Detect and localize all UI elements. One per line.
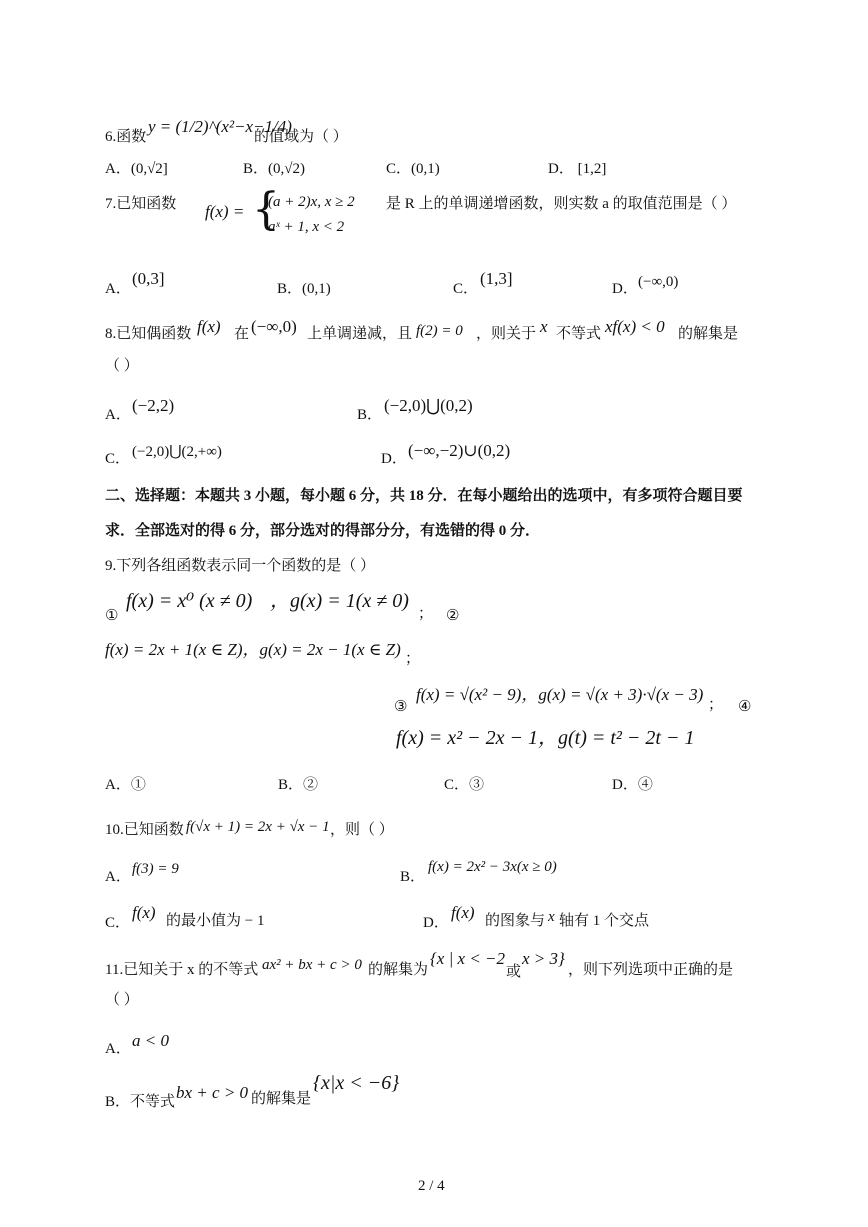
q8-text-2: 在 bbox=[234, 326, 250, 342]
q6-formula: y = (1/2)^(x²−x−1/4) bbox=[148, 117, 292, 136]
q10-option-d-text1: 的图象与 bbox=[485, 913, 546, 929]
q9-choice-1-g: ，g(x) = 1(x ≠ 0) bbox=[270, 590, 409, 612]
q10-option-d-x: x bbox=[548, 909, 555, 925]
q10-option-b-label: B． bbox=[400, 869, 426, 885]
q7-fx: f(x) = bbox=[205, 202, 245, 221]
q10-formula: f(√x + 1) = 2x + √x − 1 bbox=[186, 819, 330, 835]
q7-option-c-label: C． bbox=[453, 281, 479, 297]
q11-option-b-label: B．不等式 bbox=[105, 1094, 176, 1110]
q9-choice-4-f: f(x) = x² − 2x − 1，g(t) = t² − 2t − 1 bbox=[396, 727, 695, 749]
q6-prefix: 6.函数 bbox=[105, 129, 147, 145]
q11-set-a: {x | x < −2 bbox=[430, 949, 506, 968]
q11-prefix: 11.已知关于 x 的不等式 bbox=[105, 962, 259, 978]
q9-option-c: C．③ bbox=[444, 777, 485, 793]
q10-prefix: 10.已知函数 bbox=[105, 822, 184, 838]
q8-inequality: xf(x) < 0 bbox=[605, 317, 665, 336]
q8-text-1: 8.已知偶函数 bbox=[105, 326, 192, 342]
q9-choice-1-marker: ① bbox=[105, 608, 119, 624]
q8-option-c: (−2,0)⋃(2,+∞) bbox=[132, 444, 222, 460]
q6-suffix: 的值域为（ ） bbox=[254, 129, 348, 145]
q8-text-5: 不等式 bbox=[556, 326, 602, 342]
q7-option-c: (1,3] bbox=[480, 269, 513, 288]
q10-option-c-text: 的最小值为 − 1 bbox=[166, 913, 265, 929]
q7-case1: (a + 2)x, x ≥ 2 bbox=[268, 194, 355, 210]
q8-fx: f(x) bbox=[197, 317, 221, 336]
q8-text-4: ，则关于 bbox=[476, 326, 537, 342]
q10-option-a: f(3) = 9 bbox=[132, 861, 179, 877]
q8-paren: （ ） bbox=[105, 358, 139, 374]
q8-option-a: (−2,2) bbox=[132, 396, 175, 415]
q8-text-6: 的解集是 bbox=[678, 326, 739, 342]
q11-option-a-label: A． bbox=[105, 1041, 131, 1057]
q9-choice-3-marker: ③ bbox=[394, 699, 408, 715]
q9-option-b: B．② bbox=[278, 777, 319, 793]
q9-choice-1-end: ； bbox=[418, 606, 434, 622]
q7-option-a-label: A． bbox=[105, 281, 131, 297]
q10-option-b: f(x) = 2x² − 3x(x ≥ 0) bbox=[428, 859, 557, 875]
q7-case2: aˣ + 1, x < 2 bbox=[268, 219, 345, 235]
section2-line1: 二、选择题：本题共 3 小题，每小题 6 分，共 18 分．在每小题给出的选项中，有多项符合题目要 bbox=[105, 488, 743, 504]
q7-brace: { bbox=[252, 184, 280, 235]
q10-option-d-f: f(x) bbox=[451, 903, 475, 922]
q9-choice-2-marker: ② bbox=[446, 608, 460, 624]
q7-option-b: B．(0,1) bbox=[277, 281, 331, 297]
q9-option-a: A．① bbox=[105, 777, 146, 793]
q9-stem: 9.下列各组函数表示同一个函数的是（ ） bbox=[105, 558, 376, 574]
q11-option-b-mid: 的解集是 bbox=[251, 1091, 312, 1107]
q11-option-b-inequality: bx + c > 0 bbox=[176, 1083, 249, 1102]
q11-inequality: ax² + bx + c > 0 bbox=[262, 957, 362, 973]
q10-option-a-label: A． bbox=[105, 869, 131, 885]
q7-option-d-label: D． bbox=[612, 281, 638, 297]
q8-option-a-label: A． bbox=[105, 407, 131, 423]
q7-suffix: 是 R 上的单调递增函数，则实数 a 的取值范围是（ ） bbox=[386, 196, 737, 212]
q8-option-d-label: D． bbox=[381, 451, 407, 467]
q10-option-d-label: D． bbox=[423, 915, 449, 931]
section2-line2: 求．全部选对的得 6 分，部分选对的得部分分，有选错的得 0 分． bbox=[105, 523, 541, 539]
q9-choice-1-f: f(x) = x⁰ (x ≠ 0) bbox=[126, 590, 253, 612]
q11-option-a: a < 0 bbox=[132, 1031, 169, 1050]
q9-choice-2-end: ； bbox=[405, 651, 421, 667]
q6-option-a: A．(0,√2] bbox=[105, 161, 168, 177]
q8-condition: f(2) = 0 bbox=[416, 323, 463, 339]
q10-option-c-label: C． bbox=[105, 915, 131, 931]
q11-suffix: ，则下列选项中正确的是 bbox=[568, 962, 734, 978]
q11-paren: （ ） bbox=[105, 992, 139, 1008]
q9-choice-3-end: ； bbox=[708, 697, 724, 713]
q8-text-3: 上单调递减，且 bbox=[307, 326, 413, 342]
q8-option-b: (−2,0)⋃(0,2) bbox=[384, 396, 473, 415]
q6-option-d: D． [1,2] bbox=[548, 161, 607, 177]
q8-x: x bbox=[540, 317, 548, 336]
q11-or: 或 bbox=[506, 964, 522, 980]
q8-option-c-label: C． bbox=[105, 451, 131, 467]
q6-option-c: C．(0,1) bbox=[386, 161, 440, 177]
page-number: 2 / 4 bbox=[418, 1178, 445, 1194]
q8-option-d: (−∞,−2)∪(0,2) bbox=[408, 441, 511, 460]
q6-option-b: B．(0,√2) bbox=[243, 161, 305, 177]
q9-choice-3-f: f(x) = √(x² − 9)，g(x) = √(x + 3)·√(x − 3) bbox=[416, 685, 704, 704]
q7-option-a: (0,3] bbox=[132, 269, 165, 288]
q11-option-b-set: {x|x < −6} bbox=[313, 1072, 400, 1094]
q10-suffix: ，则（ ） bbox=[330, 822, 394, 838]
q11-mid: 的解集为 bbox=[368, 962, 429, 978]
q9-choice-4-marker: ④ bbox=[738, 699, 752, 715]
q8-interval: (−∞,0) bbox=[251, 317, 297, 336]
q11-set-b: x > 3} bbox=[522, 949, 565, 968]
q9-option-d: D．④ bbox=[612, 777, 653, 793]
q10-option-d-text2: 轴有 1 个交点 bbox=[559, 913, 650, 929]
q7-prefix: 7.已知函数 bbox=[105, 196, 177, 212]
q7-option-d: (−∞,0) bbox=[638, 274, 679, 290]
q8-option-b-label: B． bbox=[357, 407, 383, 423]
q10-option-c-f: f(x) bbox=[132, 903, 156, 922]
q9-choice-2-f: f(x) = 2x + 1(x ∈ Z)，g(x) = 2x − 1(x ∈ Z) bbox=[105, 640, 401, 659]
